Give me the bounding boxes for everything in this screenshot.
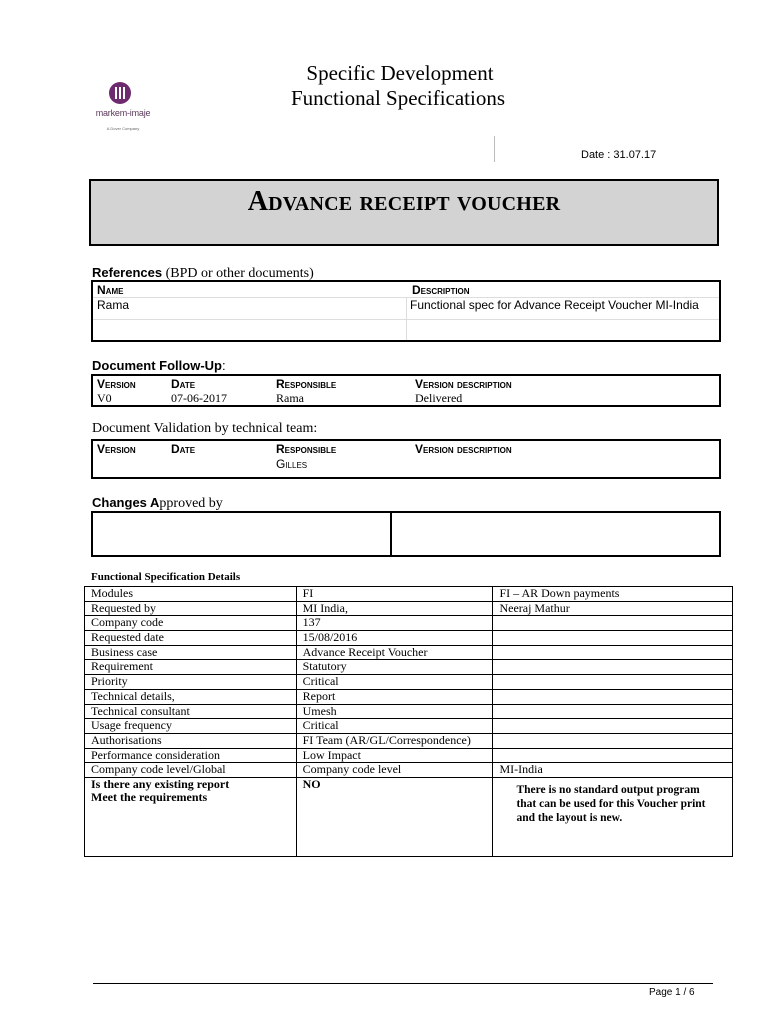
details-cell-value: 15/08/2016 — [296, 631, 493, 646]
followup-version-description: Delivered — [415, 391, 463, 405]
details-cell-label: Priority — [85, 675, 297, 690]
validation-label: Document Validation by technical team: — [92, 421, 318, 436]
details-cell-value: Low Impact — [296, 748, 493, 763]
followup-table — [91, 374, 721, 407]
details-cell-value: Umesh — [296, 704, 493, 719]
references-table — [91, 280, 721, 342]
details-cell-label: Requested date — [85, 631, 297, 646]
followup-header-version-description: Version description — [415, 377, 512, 391]
references-header-description: Description — [412, 283, 470, 297]
details-cell-extra — [493, 631, 733, 646]
references-header-name: Name — [97, 283, 124, 297]
page-number: Page 1 / 6 — [649, 987, 695, 998]
details-row — [85, 704, 733, 719]
followup-date: 07-06-2017 — [171, 391, 227, 405]
details-cell-extra — [493, 733, 733, 748]
followup-header-date: Date — [171, 377, 196, 391]
details-cell-label: Performance consideration — [85, 748, 297, 763]
validation-header-version-description: Version description — [415, 442, 512, 456]
details-cell-extra — [493, 719, 733, 734]
details-cell-label: Requested by — [85, 601, 297, 616]
followup-label: Document Follow-Up — [92, 358, 222, 373]
details-cell-value: 137 — [296, 616, 493, 631]
changes-table — [91, 511, 721, 557]
details-row — [85, 645, 733, 660]
details-cell-extra — [493, 689, 733, 704]
details-row — [85, 616, 733, 631]
details-row — [85, 587, 733, 602]
validation-table — [91, 439, 721, 479]
question-line-2: Meet the requirements — [91, 789, 208, 804]
followup-header-version: Version — [97, 377, 136, 391]
details-cell-value: FI Team (AR/GL/Correspondence) — [296, 733, 493, 748]
validation-header-responsible: Responsible — [276, 442, 337, 456]
logo-brand-text: markem-imaje — [95, 108, 151, 118]
details-cell-value: Company code level — [296, 763, 493, 778]
references-row-description: Functional spec for Advance Receipt Voucher MI-India — [410, 298, 699, 312]
details-row — [85, 660, 733, 675]
details-row — [85, 719, 733, 734]
followup-heading: Document Follow-Up: — [92, 358, 226, 373]
details-cell-value: Critical — [296, 675, 493, 690]
logo-sub-text: A Dover Company — [106, 126, 140, 131]
title-box — [89, 179, 719, 246]
details-cell-extra — [493, 645, 733, 660]
details-cell-extra: FI – AR Down payments — [493, 587, 733, 602]
details-row — [85, 748, 733, 763]
details-row — [85, 763, 733, 778]
details-label: Functional Specification Details — [91, 571, 241, 583]
header-line-1: Specific Development — [306, 61, 494, 85]
validation-responsible: Gilles — [276, 457, 308, 471]
details-row-existing-report — [85, 777, 733, 856]
details-cell-value: Statutory — [296, 660, 493, 675]
existing-report-note: There is no standard output program that can be used for this Voucher print and the layout is new. — [516, 783, 706, 824]
details-cell-label: Company code level/Global — [85, 763, 297, 778]
details-cell-note — [493, 777, 733, 856]
validation-header-date: Date — [171, 442, 196, 456]
details-cell-extra: MI-India — [493, 763, 733, 778]
details-cell-label: Usage frequency — [85, 719, 297, 734]
details-cell-question — [85, 777, 297, 856]
details-cell-label: Business case — [85, 645, 297, 660]
details-table — [84, 586, 733, 857]
details-row — [85, 675, 733, 690]
references-label: References — [92, 265, 163, 280]
header-divider — [494, 136, 495, 162]
details-cell-value: Advance Receipt Voucher — [296, 645, 493, 660]
references-row-name: Rama — [97, 298, 130, 312]
details-cell-label: Requirement — [85, 660, 297, 675]
details-cell-answer: NO — [296, 777, 493, 856]
details-row — [85, 631, 733, 646]
validation-header-version: Version — [97, 442, 136, 456]
details-row — [85, 689, 733, 704]
details-cell-label: Modules — [85, 587, 297, 602]
followup-header-responsible: Responsible — [276, 377, 337, 391]
references-note: (BPD or other documents) — [162, 266, 314, 281]
footer-rule — [93, 983, 713, 984]
changes-label-bold: Changes A — [92, 495, 160, 510]
changes-heading — [92, 494, 223, 512]
changes-label-rest: pproved by — [159, 496, 223, 511]
details-cell-value: Critical — [296, 719, 493, 734]
details-cell-extra — [493, 704, 733, 719]
header-line-2: Functional Specifications — [290, 86, 506, 110]
details-cell-extra — [493, 660, 733, 675]
details-cell-extra — [493, 616, 733, 631]
followup-version: V0 — [97, 391, 112, 405]
details-cell-label: Company code — [85, 616, 297, 631]
details-cell-label: Technical consultant — [85, 704, 297, 719]
details-row — [85, 733, 733, 748]
details-cell-value: FI — [296, 587, 493, 602]
details-cell-value: MI India, — [296, 601, 493, 616]
details-cell-label: Technical details, — [85, 689, 297, 704]
details-row — [85, 601, 733, 616]
details-cell-extra — [493, 748, 733, 763]
details-cell-label: Authorisations — [85, 733, 297, 748]
document-date: Date : 31.07.17 — [581, 149, 657, 161]
details-cell-extra: Neeraj Mathur — [493, 601, 733, 616]
details-cell-extra — [493, 675, 733, 690]
document-title: Advance receipt voucher — [247, 186, 561, 217]
details-cell-value: Report — [296, 689, 493, 704]
question-line-1: Is there any existing report — [91, 776, 230, 791]
followup-responsible: Rama — [276, 391, 304, 405]
